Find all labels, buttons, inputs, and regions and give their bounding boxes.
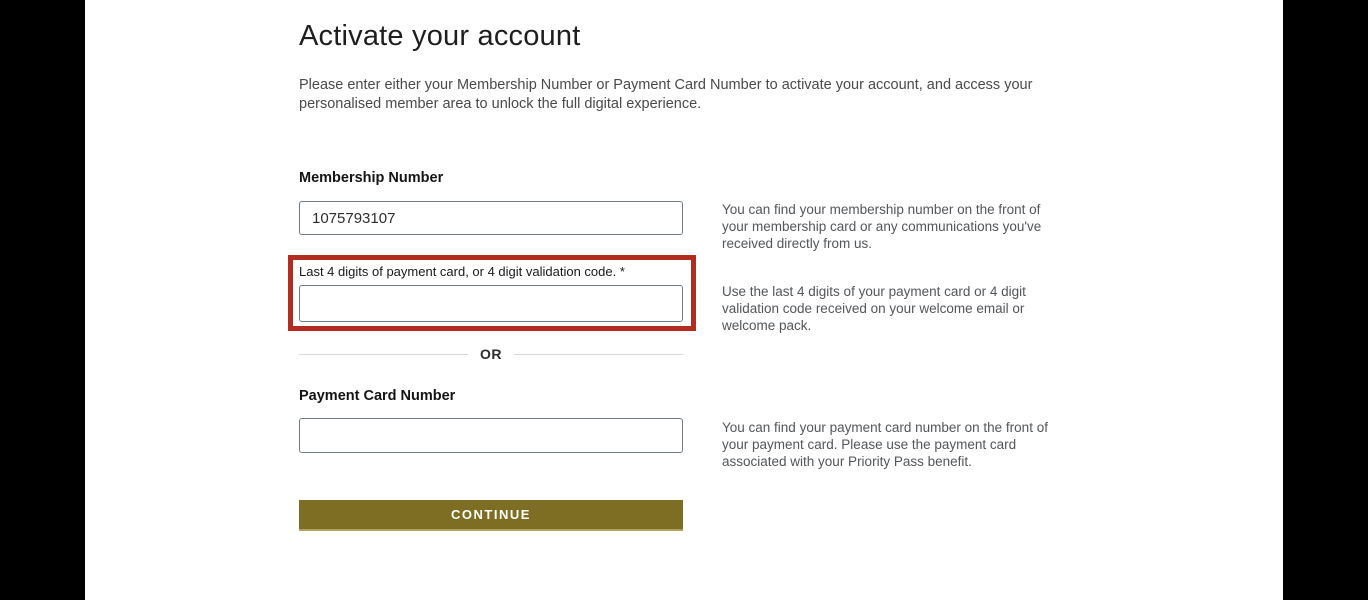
validation-code-helper: Use the last 4 digits of your payment card or 4 digit validation code received on your welcome email or welcome pack. — [722, 284, 1026, 333]
page-title: Activate your account — [299, 20, 581, 52]
payment-card-number-input[interactable] — [299, 418, 683, 453]
membership-number-input[interactable] — [299, 201, 683, 235]
payment-card-number-label: Payment Card Number — [299, 388, 456, 404]
membership-number-label: Membership Number — [299, 170, 444, 186]
membership-number-helper: You can find your membership number on the front of your membership card or any communications you've received directly from us. — [722, 202, 1042, 251]
validation-code-label: Last 4 digits of payment card, or 4 digit validation code. * — [299, 264, 625, 279]
divider-line-right — [514, 354, 683, 355]
payment-card-number-helper: You can find your payment card number on the front of your payment card. Please use the payment card associated with your Priority Pass benefit. — [722, 420, 1048, 469]
or-divider-label: OR — [480, 346, 502, 362]
divider-line-left — [299, 354, 468, 355]
validation-code-input[interactable] — [299, 285, 683, 322]
or-divider — [299, 346, 683, 362]
page-intro-text: Please enter either your Membership Number or Payment Card Number to activate your account, and access your personalised member area to unlock the full digital experience. — [299, 77, 1033, 112]
account-activation-page — [85, 0, 1283, 600]
continue-button[interactable]: CONTINUE — [299, 500, 683, 531]
